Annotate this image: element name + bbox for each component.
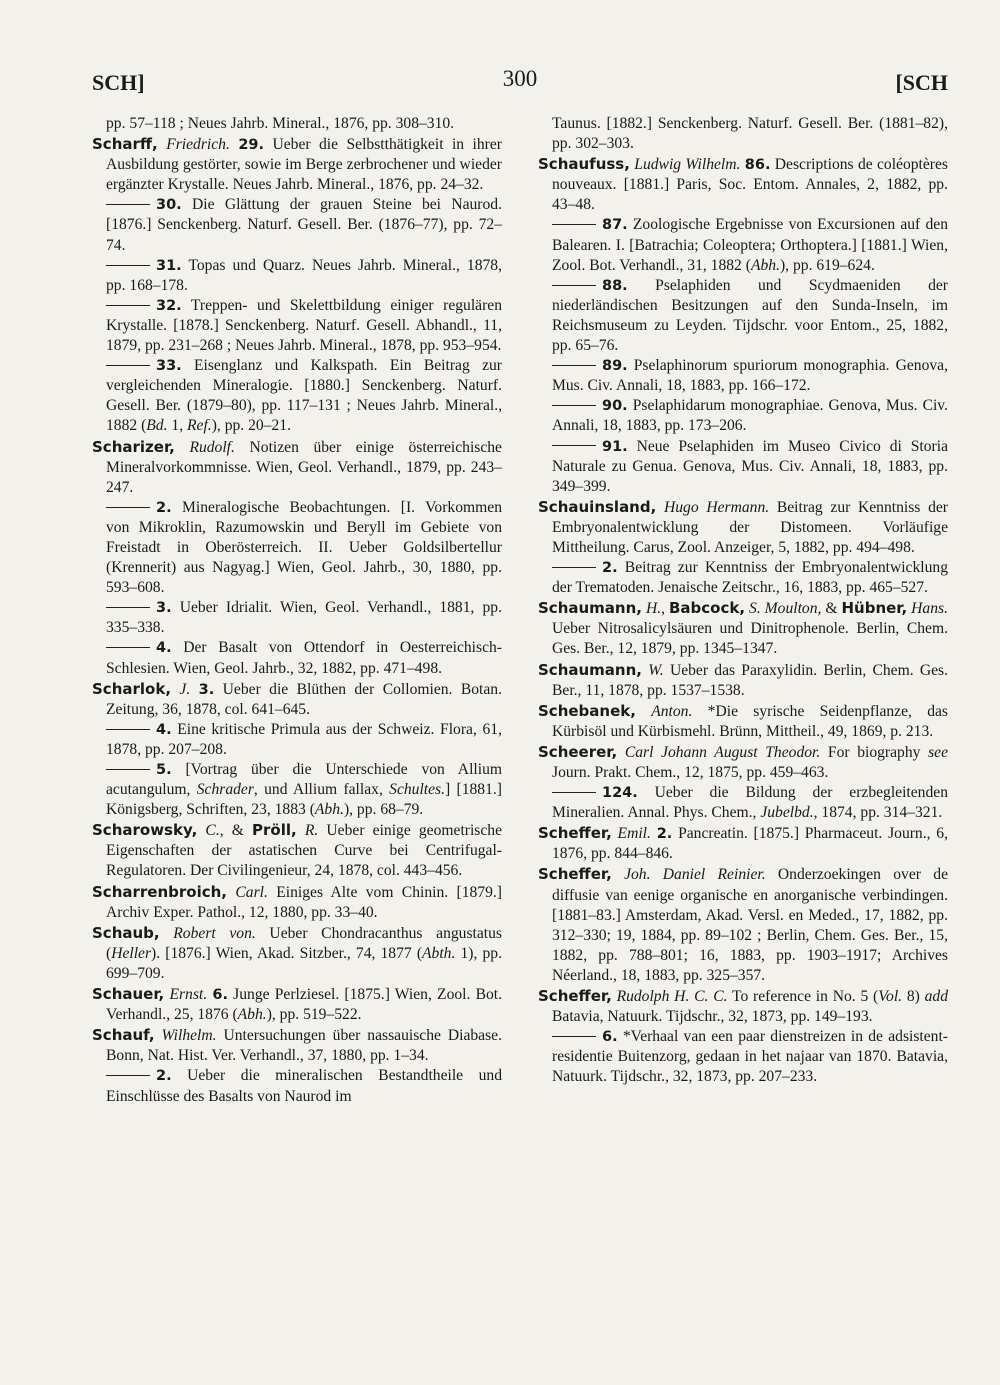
bibliography-entry bbox=[92, 679, 502, 720]
bibliography-entry bbox=[92, 760, 502, 820]
entry-text: ), pp. 20–21. bbox=[211, 417, 291, 435]
entry-text: Eine kritische Primula aus der Schweiz. Flora, 61, 1878, pp. 207–208. bbox=[106, 720, 502, 758]
author-surname: Pröll, bbox=[252, 821, 297, 840]
bibliography-entry bbox=[538, 598, 948, 659]
entry-text: Ueber Chondracanthus angustatus ( bbox=[106, 924, 502, 962]
bibliography-entry bbox=[538, 701, 948, 742]
italic-text: Carl Johann August Theodor. bbox=[624, 743, 821, 761]
bibliography-entry bbox=[92, 134, 502, 195]
italic-text: Abth. bbox=[422, 944, 456, 962]
italic-text: Schrader bbox=[196, 781, 254, 799]
ditto-dash bbox=[106, 365, 150, 366]
entry-text: Beitrag zur Kenntniss der Embryonalentwicklung der Distomeen. Vorläufige Mittheilung. Carus, Zool. Anzeiger, 5, 1882, pp. 494–498. bbox=[552, 498, 948, 556]
entry-text bbox=[190, 681, 198, 698]
italic-text: W. bbox=[648, 661, 664, 679]
ditto-dash bbox=[106, 607, 150, 608]
author-surname: Scheerer, bbox=[538, 742, 618, 761]
entry-number: 6. bbox=[212, 987, 228, 1004]
entry-number: 89. bbox=[602, 358, 628, 375]
entry-text: Beitrag zur Kenntniss der Embryonalentwicklung der Trematoden. Jenaische Zeitschr., 16, 1883, pp. 465–527. bbox=[552, 559, 948, 597]
ditto-dash bbox=[552, 365, 596, 366]
entry-text: 1, bbox=[167, 417, 188, 435]
right-column bbox=[538, 114, 948, 1088]
entry-number: 6. bbox=[602, 1029, 618, 1046]
bibliography-entry bbox=[538, 276, 948, 356]
entry-text: Pselaphinorum spuriorum monographia. Genova, Mus. Civ. Annali, 18, 1883, pp. 166–172. bbox=[552, 357, 948, 395]
entry-number: 2. bbox=[656, 826, 673, 843]
bibliography-entry bbox=[92, 437, 502, 498]
author-surname: Scharowsky, bbox=[92, 821, 198, 840]
entry-text: , 1874, pp. 314–321. bbox=[813, 804, 943, 822]
italic-text: Abh. bbox=[750, 256, 780, 274]
entry-text: Untersuchungen über nassauische Diabase. Bonn, Nat. Hist. Ver. Verhandl., 37, 1880, pp. 1–34. bbox=[106, 1027, 502, 1065]
bibliography-entry bbox=[538, 823, 948, 864]
entry-text bbox=[617, 744, 625, 761]
italic-text: H. bbox=[645, 600, 662, 618]
author-surname: Scheffer, bbox=[538, 987, 612, 1006]
italic-text: Wilhelm. bbox=[161, 1027, 217, 1045]
entry-text: Mineralogische Beobachtungen. [I. Vorkommen von Mikroklin, Razumowskin und Beryll im Gebiete von Freistadt in Oberösterreich. II. Ueber Goldsilbertellur (Krennerit) aus Nagyag.] Wien, Geol. Jahrb., 30, 1880, pp. 593–608. bbox=[106, 498, 502, 597]
italic-text: add bbox=[924, 988, 949, 1006]
entry-number: 33. bbox=[156, 358, 182, 375]
author-surname: Schauf, bbox=[92, 1026, 155, 1045]
bibliography-entry bbox=[92, 498, 502, 598]
italic-text: Hugo Hermann. bbox=[664, 498, 770, 516]
bibliography-entry bbox=[92, 296, 502, 356]
entry-number: 4. bbox=[156, 640, 172, 657]
italic-text: R. bbox=[304, 822, 319, 840]
bibliography-entry bbox=[538, 356, 948, 396]
entry-text: Journ. Prakt. Chem., 12, 1875, pp. 459–463. bbox=[552, 764, 829, 781]
entry-number: 91. bbox=[602, 438, 628, 455]
entry-text: Die Glättung der grauen Steine bei Naurod. [1876.] Senckenberg. Naturf. Gesell. Ber. (1876–77), pp. 72–74. bbox=[106, 196, 502, 254]
italic-text: Heller bbox=[111, 944, 152, 962]
entry-text: , und Allium fallax, bbox=[253, 781, 390, 799]
entry-number: 31. bbox=[156, 257, 182, 274]
bibliography-entry bbox=[538, 154, 948, 215]
ditto-dash bbox=[552, 792, 596, 793]
entry-text bbox=[612, 866, 624, 883]
author-surname: Babcock, bbox=[668, 599, 746, 618]
entry-text: Einiges Alte vom Chinin. [1879.] Archiv Exper. Pathol., 12, 1880, pp. 33–40. bbox=[106, 883, 502, 921]
ditto-dash bbox=[552, 1036, 596, 1037]
entry-number: 86. bbox=[744, 157, 771, 174]
entry-text: Onderzoekingen over de diffusie van eenige organische en anorganische verbindingen. [1881–83.] Amsterdam, Akad. Versl. en Meded., 17, 1882, pp. 312–330; 19, 1884, pp. 89–102 ; Berlin, Chem. Ges. Ber., 15, 1882, pp. 788–801; 16, 1883, pp. 1903–1917; Archives Néerland., 18, 1883, pp. 325–357. bbox=[552, 866, 948, 984]
entry-number: 2. bbox=[602, 560, 618, 577]
italic-text: Emil. bbox=[617, 825, 651, 843]
entry-text: Ueber einige geometrische Eigenschaften der astatischen Curve bei Centrifugal-Regulatoren. Der Civilingenieur, 24, 1878, col. 443–456. bbox=[106, 822, 503, 880]
bibliography-entry bbox=[92, 256, 502, 296]
entry-text: To reference in No. 5 ( bbox=[727, 988, 879, 1006]
entry-text bbox=[160, 925, 174, 942]
author-surname: Schauinsland, bbox=[538, 497, 657, 516]
bibliography-entry bbox=[92, 114, 502, 134]
italic-text: S. Moulton, bbox=[749, 600, 822, 618]
italic-text: Ernst. bbox=[169, 986, 208, 1004]
entry-text bbox=[297, 822, 305, 839]
entry-text: Treppen- und Skelettbildung einiger regulären Krystalle. [1878.] Senckenberg. Naturf. Gesell. Abhandl., 11, 1879, pp. 231–268 ; Neues Jahrb. Mineral., 1878, pp. 953–954. bbox=[106, 296, 502, 355]
entry-number: 90. bbox=[602, 398, 628, 415]
ditto-dash bbox=[552, 445, 596, 446]
author-surname: Schaumann, bbox=[538, 660, 642, 679]
italic-text: Ref. bbox=[187, 417, 212, 435]
bibliography-entry bbox=[538, 215, 948, 275]
ditto-dash bbox=[106, 265, 150, 266]
entry-text: Ueber das Paraxylidin. Berlin, Chem. Ges. Ber., 11, 1878, pp. 1537–1538. bbox=[552, 661, 948, 699]
entry-number: 88. bbox=[602, 277, 628, 294]
bibliography-entry bbox=[538, 1027, 948, 1087]
ditto-dash bbox=[552, 285, 596, 286]
italic-text: Bd. bbox=[146, 417, 168, 435]
author-surname: Scharrenbroich, bbox=[92, 882, 227, 901]
author-surname: Schaufuss, bbox=[538, 155, 630, 174]
entry-text: Ueber Idrialit. Wien, Geol. Verhandl., 1881, pp. 335–338. bbox=[106, 599, 502, 637]
italic-text: Ludwig Wilhelm. bbox=[634, 156, 741, 174]
entry-text: Eisenglanz und Kalkspath. Ein Beitrag zur vergleichenden Mineralogie. [1880.] Senckenberg. Naturf. Gesell. Ber. (1879–80), pp. 117–131 ; Neues Jahrb. Mineral., 1882 ( bbox=[106, 357, 502, 435]
entry-text bbox=[158, 136, 166, 153]
entry-text: Batavia, Natuurk. Tijdschr., 32, 1873, pp. 149–193. bbox=[552, 1008, 873, 1026]
author-surname: Schebanek, bbox=[538, 701, 636, 720]
header-left-guideword: SCH] bbox=[92, 70, 145, 95]
entry-number: 3. bbox=[198, 681, 215, 698]
bibliography-entry bbox=[92, 638, 502, 678]
author-surname: Scheffer, bbox=[538, 865, 612, 884]
entry-text bbox=[636, 703, 651, 720]
bibliography-entry bbox=[538, 396, 948, 436]
entry-number: 4. bbox=[156, 721, 172, 738]
header-right-guideword: [SCH bbox=[895, 70, 948, 95]
bibliography-entry bbox=[92, 356, 502, 436]
entry-number: 87. bbox=[602, 217, 628, 234]
entry-number: 2. bbox=[156, 499, 172, 516]
entry-text: Zoologische Ergebnisse von Excursionen auf den Balearen. I. [Batrachia; Coleoptera; Orthoptera.] [1881.] Wien, Zool. Bot. Verhandl., 31, 1882 ( bbox=[552, 216, 948, 274]
entry-number: 29. bbox=[238, 137, 265, 154]
entry-text: Ueber Nitrosalicylsäuren und Dinitrophenole. Berlin, Chem. Ges. Ber., 12, 1879, pp. 1345–1347. bbox=[552, 620, 948, 658]
entry-text: , bbox=[661, 600, 669, 618]
left-column bbox=[92, 114, 502, 1107]
italic-text: see bbox=[928, 743, 948, 761]
italic-text: Hans. bbox=[911, 600, 948, 618]
italic-text: Rudolf. bbox=[189, 438, 235, 456]
entry-text: *Verhaal van een paar dienstreizen in de adsistent-residentie Buitenzorg, gedaan in het najaar van 1870. Batavia, Natuurk. Tijdschr., 32, 1873, pp. 207–233. bbox=[552, 1028, 948, 1086]
bibliography-entry bbox=[92, 984, 502, 1025]
italic-text: Abh. bbox=[237, 1006, 267, 1024]
bibliography-entry bbox=[538, 497, 948, 558]
entry-number: 32. bbox=[156, 297, 182, 314]
bibliography-entry bbox=[538, 742, 948, 783]
entry-text: Ueber die Selbstthätigkeit in ihrer Ausbildung gestörter, sowie im Berge zerbrochener und wieder ergänzter Krystalle. Neues Jahrb. Mineral., 1876, pp. 24–32. bbox=[106, 136, 502, 194]
entry-text: Pselaphiden und Scydmaeniden der niederländischen Besitzungen auf den Sunda-Inseln, im Reichsmuseum zu Leyden. Tijdschr. voor Entom., 25, 1882, pp. 65–76. bbox=[552, 276, 948, 355]
entry-text: Notizen über einige österreichische Mineralvorkommnisse. Wien, Geol. Verhandl., 1879, pp. 243–247. bbox=[106, 438, 502, 496]
entry-text: Neue Pselaphiden im Museo Civico di Storia Naturale zu Genua. Genova, Mus. Civ. Annali, 18, 1883, pp. 349–399. bbox=[552, 437, 948, 495]
entry-text: ] [1881.] Königsberg, Schriften, 23, 1883 ( bbox=[106, 781, 502, 819]
italic-text: Friedrich. bbox=[166, 136, 230, 154]
author-surname: Scharff, bbox=[92, 135, 158, 154]
entry-text bbox=[175, 439, 190, 456]
author-surname: Scharizer, bbox=[92, 437, 175, 456]
author-surname: Schauer, bbox=[92, 985, 165, 1004]
ditto-dash bbox=[106, 1075, 150, 1076]
entry-text: Pselaphidarum monographiae. Genova, Mus. Civ. Annali, 18, 1883, pp. 173–206. bbox=[552, 397, 948, 435]
entry-number: 124. bbox=[602, 785, 638, 802]
bibliography-entry bbox=[538, 558, 948, 598]
bibliography-entry bbox=[92, 1066, 502, 1106]
entry-text: Pancreatin. [1875.] Pharmaceut. Journ., 6, 1876, pp. 844–846. bbox=[552, 825, 948, 863]
entry-text: Der Basalt von Ottendorf in Oesterreichisch-Schlesien. Wien, Geol. Jahrb., 32, 1882, pp. 471–498. bbox=[106, 639, 502, 677]
ditto-dash bbox=[106, 204, 150, 205]
bibliography-entry bbox=[92, 598, 502, 638]
entry-text: 8) bbox=[902, 988, 925, 1006]
bibliography-entry bbox=[538, 986, 948, 1027]
entry-text: Ueber die Bildung der erzbegleitenden Mineralien. Annal. Phys. Chem., bbox=[552, 784, 948, 822]
author-surname: Scheffer, bbox=[538, 824, 612, 843]
bibliography-entry bbox=[92, 882, 502, 923]
bibliography-entry bbox=[538, 783, 948, 823]
italic-text: Robert von. bbox=[173, 924, 256, 942]
entry-text: & bbox=[821, 600, 842, 618]
entry-text bbox=[656, 499, 664, 516]
bibliography-entry bbox=[92, 720, 502, 760]
bibliography-entry bbox=[92, 1025, 502, 1066]
ditto-dash bbox=[106, 729, 150, 730]
entry-text: Junge Perlziesel. [1875.] Wien, Zool. Bot. Verhandl., 25, 1876 ( bbox=[106, 986, 503, 1024]
italic-text: Jubelbd. bbox=[760, 804, 814, 822]
entry-text: Ueber die mineralischen Bestandtheile und Einschlüsse des Basalts von Naurod im bbox=[106, 1067, 502, 1105]
author-surname: Schaub, bbox=[92, 923, 160, 942]
italic-text: Anton. bbox=[651, 702, 693, 720]
entry-number: 5. bbox=[156, 762, 172, 778]
entry-text: , & bbox=[219, 822, 253, 840]
italic-text: J. bbox=[179, 680, 191, 698]
author-surname: Scharlok, bbox=[92, 679, 172, 698]
entry-text: For biography bbox=[820, 743, 929, 761]
page-header bbox=[92, 66, 948, 100]
bibliography-entry bbox=[92, 195, 502, 255]
italic-text: Schultes. bbox=[389, 781, 446, 799]
entry-text: ), pp. 68–79. bbox=[343, 801, 424, 819]
entry-text: pp. 57–118 ; Neues Jahrb. Mineral., 1876, pp. 308–310. bbox=[106, 115, 455, 132]
ditto-dash bbox=[552, 224, 596, 225]
ditto-dash bbox=[106, 305, 150, 306]
entry-text: ). [1876.] Wien, Akad. Sitzber., 74, 1877 ( bbox=[151, 944, 423, 962]
entry-text: Taunus. [1882.] Senckenberg. Naturf. Gesell. Ber. (1881–82), pp. 302–303. bbox=[552, 115, 948, 153]
entry-text: Ueber die Blüthen der Collomien. Botan. Zeitung, 36, 1878, col. 641–645. bbox=[106, 680, 502, 718]
entry-text: ), pp. 619–624. bbox=[779, 256, 875, 274]
italic-text: Carl. bbox=[235, 883, 268, 901]
bibliography-entry bbox=[538, 437, 948, 497]
ditto-dash bbox=[106, 647, 150, 648]
entry-text: 1), pp. 699–709. bbox=[106, 944, 502, 982]
page-number: 300 bbox=[502, 66, 538, 91]
ditto-dash bbox=[106, 507, 150, 508]
bibliography-entry bbox=[92, 820, 502, 881]
italic-text: C. bbox=[205, 822, 220, 840]
entry-number: 3. bbox=[156, 600, 172, 617]
bibliography-entry bbox=[538, 660, 948, 701]
entry-number: 2. bbox=[156, 1068, 172, 1085]
entry-text: [Vortrag über die Unterschiede von Allium acutangulum, bbox=[106, 761, 502, 799]
ditto-dash bbox=[552, 567, 596, 568]
bibliography-entry bbox=[92, 923, 502, 984]
entry-text: Topas und Quarz. Neues Jahrb. Mineral., 1878, pp. 168–178. bbox=[106, 256, 502, 294]
entry-text: Descriptions de coléoptères nouveaux. [1881.] Paris, Soc. Entom. Annales, 2, 1882, pp. 43–48. bbox=[552, 156, 948, 214]
italic-text: Abh. bbox=[314, 801, 344, 819]
author-surname: Schaumann, bbox=[538, 599, 642, 618]
italic-text: Joh. Daniel Reinier. bbox=[624, 866, 766, 884]
italic-text: Rudolph H. C. C. bbox=[616, 988, 728, 1006]
entry-text: *Die syrische Seidenpflanze, das Kürbisöl und Kürbismehl. Brünn, Mittheil., 49, 1869, p. 213. bbox=[552, 702, 948, 740]
entry-text bbox=[155, 1027, 162, 1044]
bibliography-entry bbox=[538, 114, 948, 154]
entry-text: ), pp. 519–522. bbox=[266, 1006, 362, 1024]
ditto-dash bbox=[552, 405, 596, 406]
ditto-dash bbox=[106, 769, 150, 770]
author-surname: Hübner, bbox=[841, 599, 908, 618]
entry-number: 30. bbox=[156, 197, 182, 214]
bibliography-entry bbox=[538, 864, 948, 986]
italic-text: Vol. bbox=[878, 988, 903, 1006]
